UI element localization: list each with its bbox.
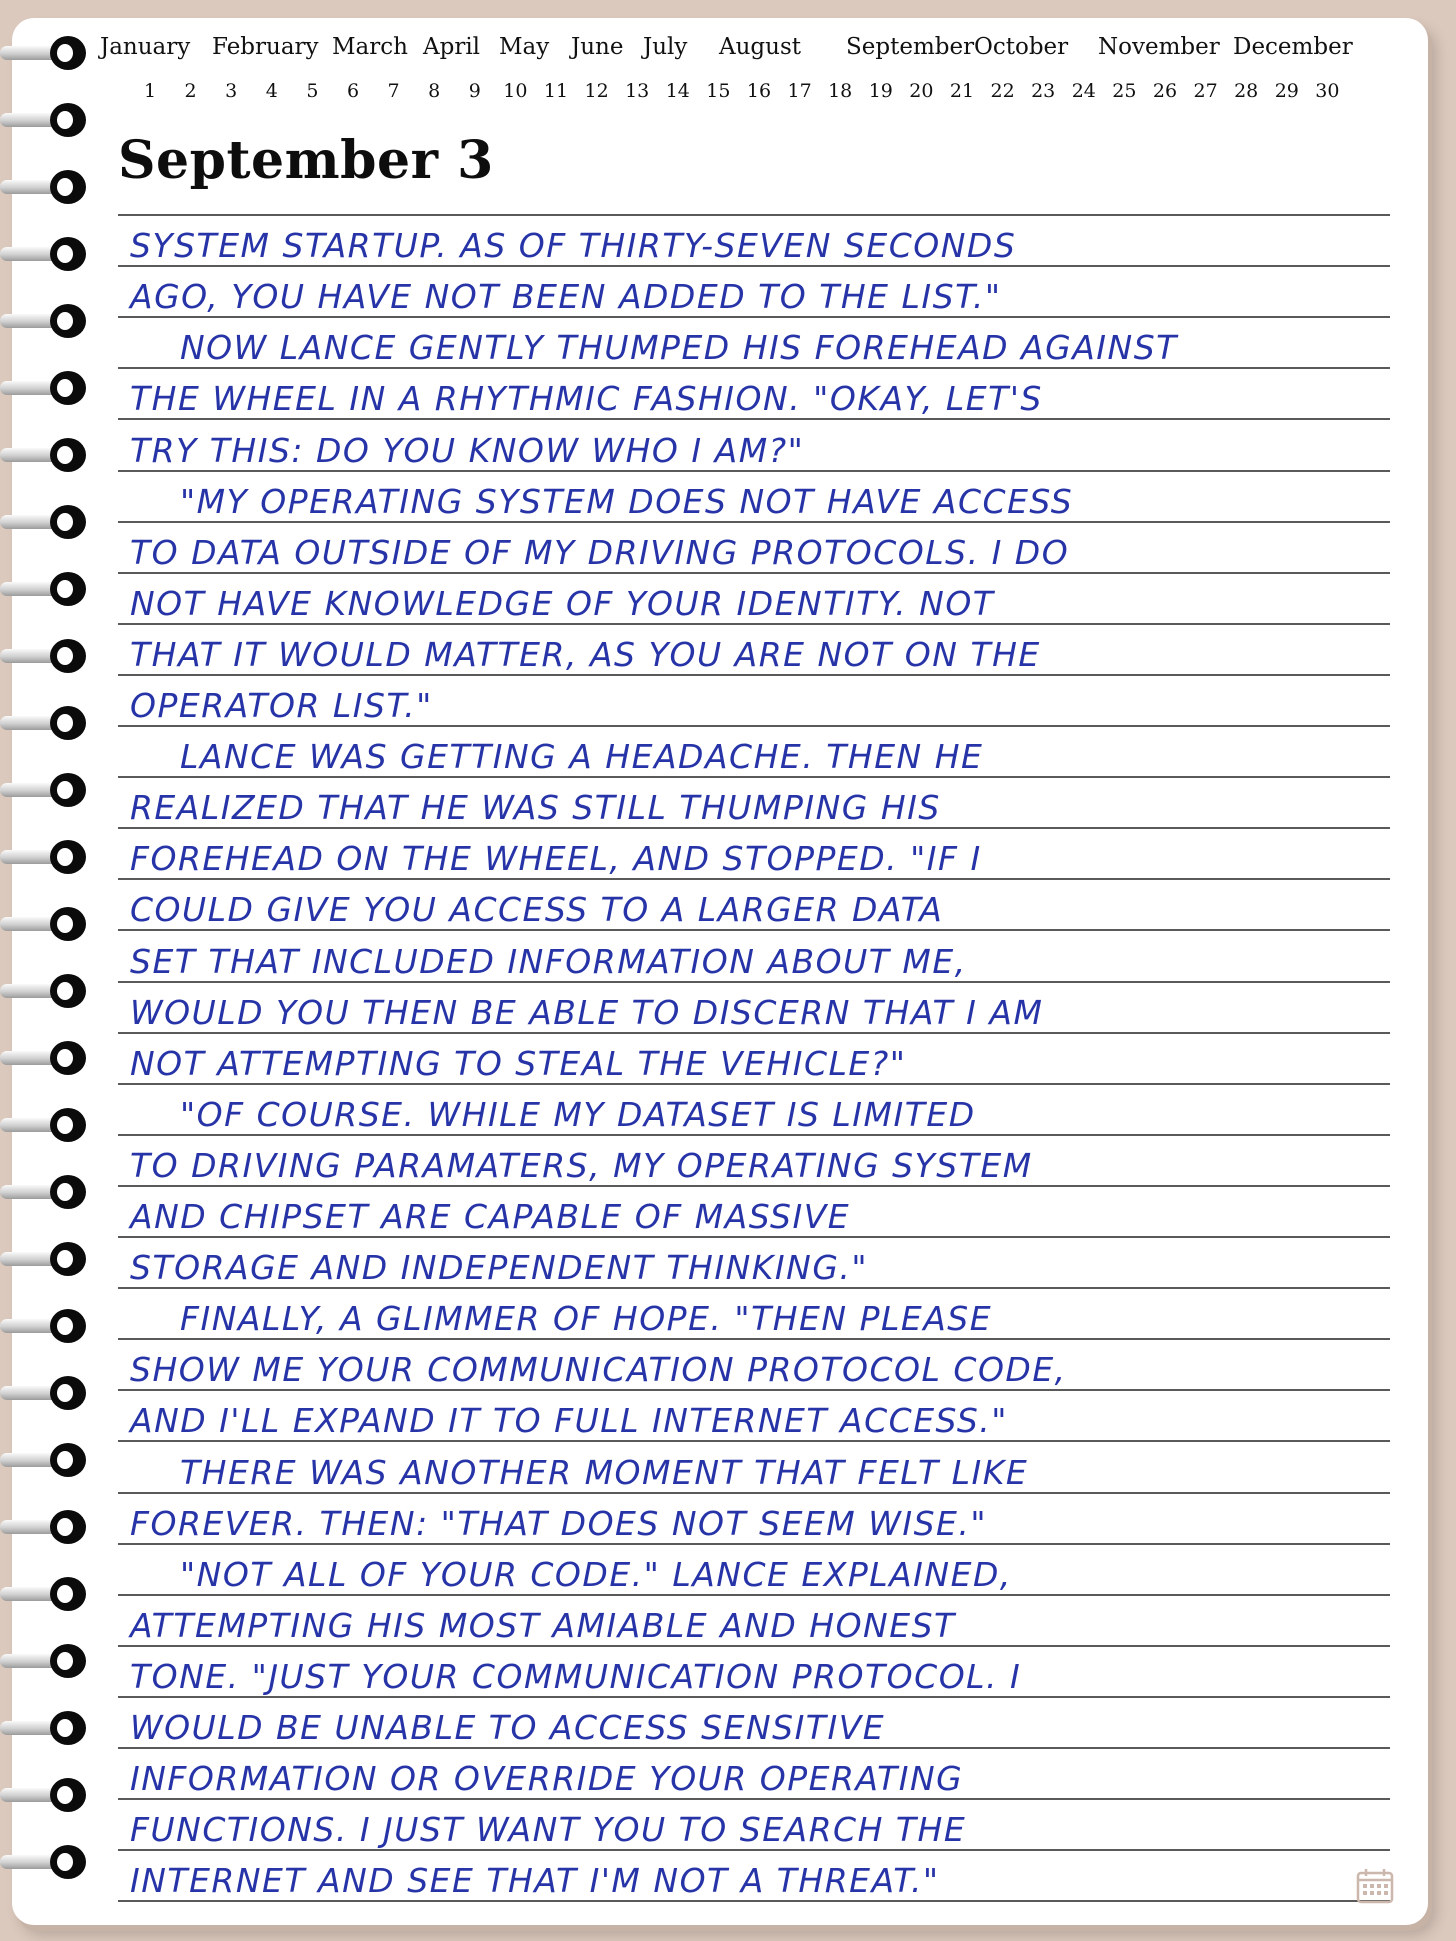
ruled-line bbox=[118, 1696, 1390, 1698]
day-link[interactable]: 30 bbox=[1315, 80, 1340, 102]
ruled-line bbox=[118, 776, 1390, 778]
month-link-december[interactable]: December bbox=[1233, 34, 1353, 60]
spiral-ring bbox=[0, 1577, 88, 1611]
handwritten-line: TO DRIVING PARAMATERS, MY OPERATING SYSTEM bbox=[130, 1146, 1033, 1185]
ruled-line bbox=[118, 470, 1390, 472]
month-link-january[interactable]: January bbox=[100, 34, 191, 60]
spiral-ring bbox=[0, 170, 88, 204]
ruled-line bbox=[118, 929, 1390, 931]
spiral-ring bbox=[0, 36, 88, 70]
spiral-ring bbox=[0, 1778, 88, 1812]
ruled-line bbox=[118, 1083, 1390, 1085]
handwritten-line: COULD GIVE YOU ACCESS TO A LARGER DATA bbox=[130, 890, 944, 929]
handwritten-line: AGO, YOU HAVE NOT BEEN ADDED TO THE LIST." bbox=[130, 277, 1002, 316]
spiral-ring bbox=[0, 1242, 88, 1276]
ruled-line bbox=[118, 1287, 1390, 1289]
month-link-october[interactable]: October bbox=[974, 34, 1069, 60]
ruled-line bbox=[118, 1900, 1390, 1902]
handwritten-line: TO DATA OUTSIDE OF MY DRIVING PROTOCOLS. I DO bbox=[130, 533, 1070, 572]
day-link[interactable]: 4 bbox=[265, 80, 278, 102]
handwritten-line: FUNCTIONS. I JUST WANT YOU TO SEARCH THE bbox=[130, 1810, 967, 1849]
day-link[interactable]: 12 bbox=[584, 80, 609, 102]
handwritten-line: LANCE WAS GETTING A HEADACHE. THEN HE bbox=[180, 737, 984, 776]
handwritten-line: INTERNET AND SEE THAT I'M NOT A THREAT." bbox=[130, 1861, 940, 1900]
spiral-ring bbox=[0, 304, 88, 338]
day-link[interactable]: 11 bbox=[543, 80, 569, 102]
ruled-line bbox=[118, 1389, 1390, 1391]
month-link-may[interactable]: May bbox=[499, 34, 550, 60]
spiral-ring bbox=[0, 1510, 88, 1544]
ruled-line bbox=[118, 1236, 1390, 1238]
handwritten-line: FOREVER. THEN: "THAT DOES NOT SEEM WISE." bbox=[130, 1504, 988, 1543]
day-link[interactable]: 21 bbox=[949, 80, 975, 102]
ruled-line bbox=[118, 623, 1390, 625]
spiral-ring bbox=[0, 1108, 88, 1142]
ruled-line bbox=[118, 1747, 1390, 1749]
spiral-ring bbox=[0, 1845, 88, 1879]
day-link[interactable]: 29 bbox=[1274, 80, 1299, 102]
spiral-ring bbox=[0, 1711, 88, 1745]
day-link[interactable]: 20 bbox=[909, 80, 934, 102]
spiral-ring bbox=[0, 572, 88, 606]
day-link[interactable]: 7 bbox=[387, 80, 400, 102]
spiral-ring bbox=[0, 1644, 88, 1678]
day-link[interactable]: 27 bbox=[1193, 80, 1218, 102]
handwritten-line: AND I'LL EXPAND IT TO FULL INTERNET ACCESS." bbox=[130, 1401, 1008, 1440]
spiral-ring bbox=[0, 840, 88, 874]
ruled-line bbox=[118, 572, 1390, 574]
day-link[interactable]: 5 bbox=[306, 80, 319, 102]
ruled-line bbox=[118, 1185, 1390, 1187]
spiral-ring bbox=[0, 505, 88, 539]
day-link[interactable]: 15 bbox=[706, 80, 731, 102]
spiral-ring bbox=[0, 1443, 88, 1477]
handwritten-line: "OF COURSE. WHILE MY DATASET IS LIMITED bbox=[180, 1095, 976, 1134]
handwritten-line: NOT HAVE KNOWLEDGE OF YOUR IDENTITY. NOT bbox=[130, 584, 995, 623]
ruled-line bbox=[118, 367, 1390, 369]
day-link[interactable]: 23 bbox=[1031, 80, 1056, 102]
spiral-ring bbox=[0, 237, 88, 271]
day-link[interactable]: 24 bbox=[1071, 80, 1096, 102]
ruled-line bbox=[118, 981, 1390, 983]
ruled-line bbox=[118, 265, 1390, 267]
spiral-ring bbox=[0, 907, 88, 941]
spiral-ring bbox=[0, 1175, 88, 1209]
ruled-line bbox=[118, 316, 1390, 318]
ruled-line bbox=[118, 1594, 1390, 1596]
spiral-binding bbox=[0, 0, 90, 1941]
ruled-line bbox=[118, 1440, 1390, 1442]
handwritten-line: FINALLY, A GLIMMER OF HOPE. "THEN PLEASE bbox=[180, 1299, 993, 1338]
handwritten-line: FOREHEAD ON THE WHEEL, AND STOPPED. "IF I bbox=[130, 839, 982, 878]
day-link[interactable]: 14 bbox=[665, 80, 690, 102]
month-link-june[interactable]: June bbox=[571, 34, 624, 60]
handwritten-line: "NOT ALL OF YOUR CODE." LANCE EXPLAINED, bbox=[180, 1555, 1012, 1594]
spiral-ring bbox=[0, 639, 88, 673]
ruled-line bbox=[118, 1134, 1390, 1136]
day-link[interactable]: 6 bbox=[346, 80, 360, 102]
handwritten-line: OPERATOR LIST." bbox=[130, 686, 433, 725]
handwritten-line: AND CHIPSET ARE CAPABLE OF MASSIVE bbox=[130, 1197, 851, 1236]
day-link[interactable]: 26 bbox=[1152, 80, 1178, 102]
ruled-line bbox=[118, 674, 1390, 676]
ruled-line bbox=[118, 1543, 1390, 1545]
day-link[interactable]: 28 bbox=[1234, 80, 1259, 102]
month-nav bbox=[100, 34, 1420, 68]
handwritten-line: SHOW ME YOUR COMMUNICATION PROTOCOL CODE, bbox=[130, 1350, 1067, 1389]
spiral-ring bbox=[0, 1376, 88, 1410]
handwritten-line: THAT IT WOULD MATTER, AS YOU ARE NOT ON THE bbox=[130, 635, 1041, 674]
spiral-ring bbox=[0, 103, 88, 137]
spiral-ring bbox=[0, 1309, 88, 1343]
month-link-august[interactable]: August bbox=[719, 34, 802, 60]
handwritten-line: "MY OPERATING SYSTEM DOES NOT HAVE ACCESS bbox=[180, 482, 1074, 521]
ruled-line bbox=[118, 214, 1390, 216]
month-link-march[interactable]: March bbox=[332, 34, 408, 60]
handwritten-line: INFORMATION OR OVERRIDE YOUR OPERATING bbox=[130, 1759, 964, 1798]
month-link-april[interactable]: April bbox=[423, 34, 481, 60]
day-link[interactable]: 19 bbox=[868, 80, 893, 102]
day-link[interactable]: 9 bbox=[468, 80, 481, 102]
spiral-ring bbox=[0, 974, 88, 1008]
day-nav bbox=[100, 80, 1420, 110]
handwritten-line: STORAGE AND INDEPENDENT THINKING." bbox=[130, 1248, 869, 1287]
handwritten-line: TRY THIS: DO YOU KNOW WHO I AM?" bbox=[130, 431, 805, 470]
spiral-ring bbox=[0, 706, 88, 740]
day-link[interactable]: 25 bbox=[1112, 80, 1137, 102]
handwritten-line: REALIZED THAT HE WAS STILL THUMPING HIS bbox=[130, 788, 941, 827]
handwritten-line: THERE WAS ANOTHER MOMENT THAT FELT LIKE bbox=[180, 1453, 1029, 1492]
page-title: September 3 bbox=[118, 130, 494, 191]
handwritten-line: NOT ATTEMPTING TO STEAL THE VEHICLE?" bbox=[130, 1044, 907, 1083]
handwritten-line: THE WHEEL IN A RHYTHMIC FASHION. "OKAY, LET'S bbox=[130, 379, 1043, 418]
day-link[interactable]: 17 bbox=[787, 80, 812, 102]
ruled-line bbox=[118, 1645, 1390, 1647]
handwritten-line: SET THAT INCLUDED INFORMATION ABOUT ME, bbox=[130, 942, 967, 981]
day-link[interactable]: 2 bbox=[184, 80, 197, 102]
day-link[interactable]: 13 bbox=[625, 80, 650, 102]
ruled-line bbox=[118, 521, 1390, 523]
handwritten-line: TONE. "JUST YOUR COMMUNICATION PROTOCOL. I bbox=[130, 1657, 1022, 1696]
handwritten-line: NOW LANCE GENTLY THUMPED HIS FOREHEAD AGAINST bbox=[180, 328, 1178, 367]
spiral-ring bbox=[0, 438, 88, 472]
handwritten-line: ATTEMPTING HIS MOST AMIABLE AND HONEST bbox=[130, 1606, 956, 1645]
day-link[interactable]: 10 bbox=[503, 80, 528, 102]
day-link[interactable]: 8 bbox=[428, 80, 441, 102]
month-link-july[interactable]: July bbox=[643, 34, 688, 60]
spiral-ring bbox=[0, 773, 88, 807]
month-link-september[interactable]: September bbox=[846, 34, 975, 60]
month-link-february[interactable]: February bbox=[212, 34, 319, 60]
ruled-line bbox=[118, 725, 1390, 727]
ruled-line bbox=[118, 827, 1390, 829]
day-link[interactable]: 3 bbox=[225, 80, 238, 102]
ruled-line bbox=[118, 1032, 1390, 1034]
day-link[interactable]: 18 bbox=[828, 80, 853, 102]
calendar-icon[interactable] bbox=[1356, 1868, 1394, 1904]
day-link[interactable]: 1 bbox=[143, 80, 157, 102]
spiral-ring bbox=[0, 1041, 88, 1075]
handwritten-line: WOULD YOU THEN BE ABLE TO DISCERN THAT I AM bbox=[130, 993, 1044, 1032]
spiral-ring bbox=[0, 371, 88, 405]
ruled-line bbox=[118, 418, 1390, 420]
handwritten-line: SYSTEM STARTUP. AS OF THIRTY-SEVEN SECONDS bbox=[130, 226, 1017, 265]
ruled-line bbox=[118, 1492, 1390, 1494]
ruled-line bbox=[118, 1798, 1390, 1800]
month-link-november[interactable]: November bbox=[1098, 34, 1220, 60]
ruled-line bbox=[118, 1849, 1390, 1851]
ruled-line bbox=[118, 1338, 1390, 1340]
day-link[interactable]: 22 bbox=[990, 80, 1015, 102]
day-link[interactable]: 16 bbox=[746, 80, 772, 102]
handwritten-line: WOULD BE UNABLE TO ACCESS SENSITIVE bbox=[130, 1708, 886, 1747]
ruled-line bbox=[118, 878, 1390, 880]
